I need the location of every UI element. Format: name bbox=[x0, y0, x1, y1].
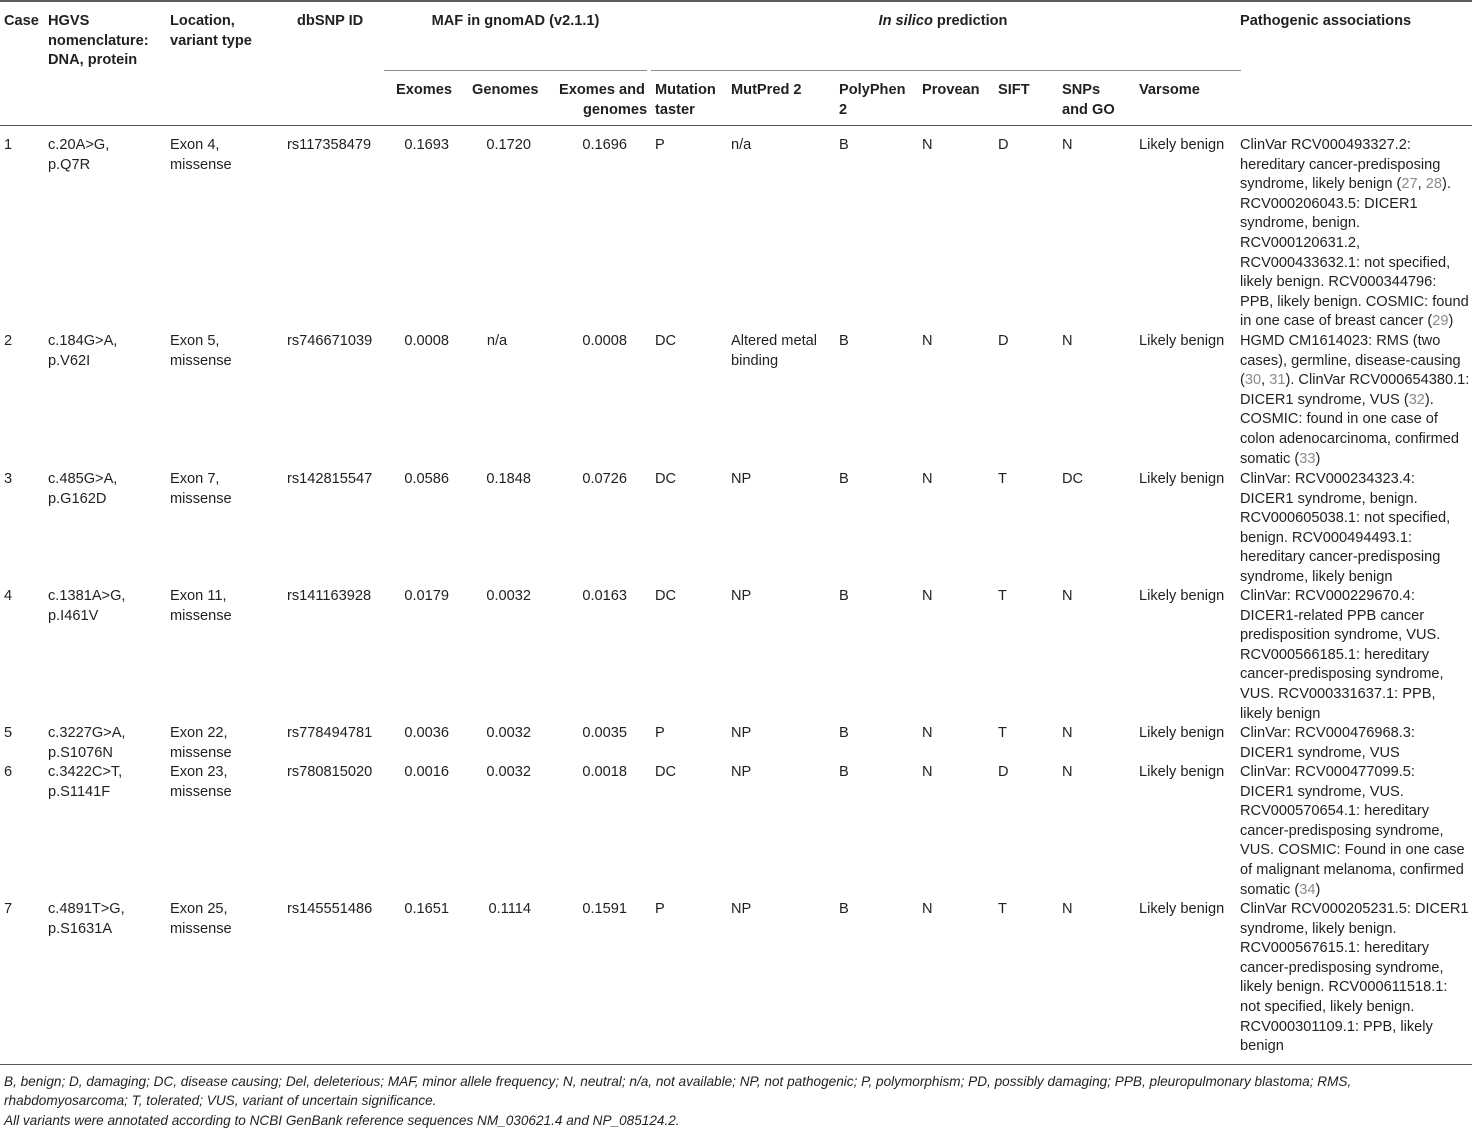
cell-dbsnp: rs145551486 bbox=[287, 901, 373, 917]
cell-genomes: 0.0032 bbox=[486, 725, 531, 741]
citation-link[interactable]: 27 bbox=[1401, 176, 1418, 193]
cell-provean: N bbox=[922, 588, 933, 604]
cell-hgvs: c.4891T>G, p.S1631A bbox=[48, 901, 125, 937]
cell-mutpred: NP bbox=[731, 471, 752, 487]
cell-case: 4 bbox=[4, 588, 13, 604]
cell-polyphen: B bbox=[839, 901, 849, 917]
cell-hgvs: c.485G>A, p.G162D bbox=[48, 471, 118, 507]
cell-exomes-genomes: 0.0726 bbox=[582, 471, 627, 487]
cell-polyphen: B bbox=[839, 764, 849, 780]
cell-mutation-taster: DC bbox=[655, 764, 677, 780]
cell-mutpred: NP bbox=[731, 588, 752, 604]
header-maf-group: MAF in gnomAD (v2.1.1) bbox=[431, 13, 600, 29]
cell-exomes: 0.0179 bbox=[404, 588, 449, 604]
header-varsome: Varsome bbox=[1139, 82, 1200, 98]
cell-snps-go: N bbox=[1062, 588, 1073, 604]
cell-exomes-genomes: 0.0008 bbox=[582, 333, 627, 349]
cell-case: 1 bbox=[4, 137, 13, 153]
cell-location: Exon 11, missense bbox=[170, 588, 232, 624]
cell-snps-go: N bbox=[1062, 764, 1073, 780]
cell-case: 3 bbox=[4, 471, 13, 487]
maf-group-rule bbox=[384, 70, 647, 71]
header-exomes: Exomes bbox=[396, 82, 452, 98]
footnote-reference-sequences: All variants were annotated according to NCBI GenBank reference sequences NM_030621.4 and NP_085124.2. bbox=[4, 1113, 680, 1128]
header-pathogenic: Pathogenic associations bbox=[1240, 13, 1412, 29]
cell-hgvs: c.3227G>A, p.S1076N bbox=[48, 725, 126, 761]
cell-case: 5 bbox=[4, 725, 13, 741]
cell-polyphen: B bbox=[839, 588, 849, 604]
cell-mutation-taster: P bbox=[655, 137, 665, 153]
cell-location: Exon 23, missense bbox=[170, 764, 232, 800]
header-mutpred: MutPred 2 bbox=[731, 82, 802, 98]
cell-varsome: Likely benign bbox=[1139, 333, 1225, 349]
cell-location: Exon 4, missense bbox=[170, 137, 232, 173]
cell-case: 7 bbox=[4, 901, 13, 917]
cell-hgvs: c.184G>A, p.V62I bbox=[48, 333, 118, 369]
cell-provean: N bbox=[922, 333, 933, 349]
cell-mutpred: NP bbox=[731, 901, 752, 917]
header-mutation-taster: Mutation taster bbox=[655, 82, 716, 118]
cell-mutation-taster: P bbox=[655, 725, 665, 741]
cell-mutation-taster: DC bbox=[655, 588, 677, 604]
cell-exomes-genomes: 0.1591 bbox=[582, 901, 627, 917]
cell-dbsnp: rs780815020 bbox=[287, 764, 373, 780]
footnote-abbreviations: B, benign; D, damaging; DC, disease causing; Del, deleterious; MAF, minor allele frequency; N, neutral; n/a, not available; NP, not pathogenic; P, polymorphism; PD, possibly damaging; PPB, pleuropulmonary blastoma; RMS, bbox=[4, 1074, 1352, 1089]
cell-pathogenic-associations: ClinVar: RCV000234323.4: DICER1 syndrome, benign. RCV000605038.1: not specified, benign. RCV000494493.1: hereditary cancer-predisposing syndrome, likely benign bbox=[1240, 471, 1451, 585]
cell-provean: N bbox=[922, 901, 933, 917]
cell-sift: T bbox=[998, 471, 1007, 487]
cell-hgvs: c.20A>G, p.Q7R bbox=[48, 137, 110, 173]
header-genomes: Genomes bbox=[472, 82, 539, 98]
cell-exomes: 0.0586 bbox=[404, 471, 449, 487]
cell-exomes-genomes: 0.0035 bbox=[582, 725, 627, 741]
header-hgvs: HGVS nomenclature: DNA, protein bbox=[48, 13, 149, 69]
cell-pathogenic-associations: ClinVar RCV000493327.2: hereditary cancer-predisposing syndrome, likely benign (27, 28). RCV000206043.5: DICER1 syndrome, benign. RCV000120631.2, RCV000433632.1: not specified, likely benign. RCV000344796: PPB, likely benign. COSMIC: found in one case of breast cancer (29) bbox=[1240, 137, 1469, 330]
cell-location: Exon 22, missense bbox=[170, 725, 232, 761]
citation-link[interactable]: 32 bbox=[1408, 391, 1425, 408]
cell-sift: D bbox=[998, 137, 1009, 153]
header-case: Case bbox=[4, 13, 39, 29]
header-snps-go: SNPs and GO bbox=[1062, 82, 1115, 118]
cell-mutpred: NP bbox=[731, 725, 752, 741]
cell-polyphen: B bbox=[839, 725, 849, 741]
cell-exomes-genomes: 0.1696 bbox=[582, 137, 627, 153]
footnote-abbreviations-cont: rhabdomyosarcoma; T, tolerated; VUS, variant of uncertain significance. bbox=[4, 1093, 437, 1108]
cell-mutation-taster: DC bbox=[655, 333, 677, 349]
table-top-rule bbox=[0, 0, 1472, 2]
cell-dbsnp: rs117358479 bbox=[287, 137, 372, 153]
cell-sift: D bbox=[998, 764, 1009, 780]
header-exomes-genomes: Exomes and genomes bbox=[559, 82, 648, 118]
cell-snps-go: N bbox=[1062, 137, 1073, 153]
citation-link[interactable]: 31 bbox=[1269, 372, 1286, 389]
cell-polyphen: B bbox=[839, 471, 849, 487]
cell-dbsnp: rs142815547 bbox=[287, 471, 373, 487]
cell-varsome: Likely benign bbox=[1139, 764, 1225, 780]
cell-mutpred: n/a bbox=[731, 137, 752, 153]
cell-sift: T bbox=[998, 725, 1007, 741]
cell-sift: T bbox=[998, 901, 1007, 917]
cell-case: 6 bbox=[4, 764, 13, 780]
cell-snps-go: N bbox=[1062, 725, 1073, 741]
cell-dbsnp: rs141163928 bbox=[287, 588, 372, 604]
cell-polyphen: B bbox=[839, 137, 849, 153]
cell-provean: N bbox=[922, 764, 933, 780]
cell-pathogenic-associations: HGMD CM1614023: RMS (two cases), germline, disease-causing (30, 31). ClinVar RCV000654380.1: DICER1 syndrome, VUS (32). COSMIC: found in one case of colon adenocarcinoma, confirmed somatic (33) bbox=[1240, 333, 1470, 467]
header-location: Location, variant type bbox=[170, 13, 252, 49]
cell-genomes: n/a bbox=[486, 333, 508, 349]
cell-provean: N bbox=[922, 137, 933, 153]
cell-pathogenic-associations: ClinVar RCV000205231.5: DICER1 syndrome, likely benign. RCV000567615.1: hereditary cancer-predisposing syndrome, likely benign. RCV000611518.1: not specified, likely benign. RCV000301109.1: PPB, likely benign bbox=[1240, 901, 1469, 1055]
cell-pathogenic-associations: ClinVar: RCV000476968.3: DICER1 syndrome, VUS bbox=[1240, 725, 1415, 761]
cell-hgvs: c.1381A>G, p.I461V bbox=[48, 588, 126, 624]
cell-snps-go: DC bbox=[1062, 471, 1084, 487]
cell-genomes: 0.1114 bbox=[488, 901, 531, 917]
citation-link[interactable]: 34 bbox=[1299, 881, 1316, 898]
insilico-group-rule bbox=[651, 70, 1241, 71]
citation-link[interactable]: 33 bbox=[1299, 450, 1316, 467]
header-provean: Provean bbox=[922, 82, 980, 98]
header-polyphen: PolyPhen 2 bbox=[839, 82, 906, 118]
cell-pathogenic-associations: ClinVar: RCV000229670.4: DICER1-related PPB cancer predisposition syndrome, VUS. RCV000566185.1: hereditary cancer-predisposing syndrome, VUS. RCV000331637.1: PPB, likely benign bbox=[1240, 588, 1444, 722]
header-dbsnp: dbSNP ID bbox=[297, 13, 364, 29]
cell-exomes: 0.1651 bbox=[404, 901, 449, 917]
header-insilico-group: In silico prediction bbox=[878, 13, 1008, 29]
cell-snps-go: N bbox=[1062, 333, 1073, 349]
cell-mutpred: Altered metal binding bbox=[731, 333, 817, 369]
cell-polyphen: B bbox=[839, 333, 849, 349]
header-bottom-rule bbox=[0, 125, 1472, 126]
cell-pathogenic-associations: ClinVar: RCV000477099.5: DICER1 syndrome, VUS. RCV000570654.1: hereditary cancer-predisposing syndrome, VUS. COSMIC: Found in one case of malignant melanoma, confirmed somatic (34) bbox=[1240, 764, 1465, 898]
cell-exomes-genomes: 0.0163 bbox=[582, 588, 627, 604]
cell-exomes: 0.0036 bbox=[404, 725, 449, 741]
cell-hgvs: c.3422C>T, p.S1141F bbox=[48, 764, 123, 800]
cell-provean: N bbox=[922, 725, 933, 741]
cell-genomes: 0.1848 bbox=[486, 471, 531, 487]
cell-varsome: Likely benign bbox=[1139, 901, 1225, 917]
cell-provean: N bbox=[922, 471, 933, 487]
citation-link[interactable]: 28 bbox=[1425, 176, 1442, 193]
cell-snps-go: N bbox=[1062, 901, 1073, 917]
cell-mutation-taster: P bbox=[655, 901, 665, 917]
cell-varsome: Likely benign bbox=[1139, 725, 1225, 741]
cell-varsome: Likely benign bbox=[1139, 471, 1225, 487]
cell-varsome: Likely benign bbox=[1139, 588, 1225, 604]
cell-exomes: 0.0016 bbox=[404, 764, 449, 780]
cell-exomes: 0.0008 bbox=[404, 333, 449, 349]
cell-dbsnp: rs746671039 bbox=[287, 333, 373, 349]
cell-genomes: 0.0032 bbox=[486, 588, 531, 604]
cell-exomes: 0.1693 bbox=[404, 137, 449, 153]
table-bottom-rule bbox=[0, 1064, 1472, 1065]
citation-link[interactable]: 29 bbox=[1432, 313, 1449, 330]
cell-exomes-genomes: 0.0018 bbox=[582, 764, 627, 780]
cell-dbsnp: rs778494781 bbox=[287, 725, 373, 741]
cell-case: 2 bbox=[4, 333, 13, 349]
cell-sift: D bbox=[998, 333, 1009, 349]
cell-location: Exon 5, missense bbox=[170, 333, 232, 369]
cell-mutpred: NP bbox=[731, 764, 752, 780]
cell-mutation-taster: DC bbox=[655, 471, 677, 487]
header-sift: SIFT bbox=[998, 82, 1030, 98]
cell-genomes: 0.1720 bbox=[486, 137, 531, 153]
cell-location: Exon 7, missense bbox=[170, 471, 232, 507]
citation-link[interactable]: 30 bbox=[1244, 372, 1262, 389]
cell-varsome: Likely benign bbox=[1139, 137, 1225, 153]
cell-sift: T bbox=[998, 588, 1007, 604]
cell-genomes: 0.0032 bbox=[486, 764, 531, 780]
cell-location: Exon 25, missense bbox=[170, 901, 232, 937]
